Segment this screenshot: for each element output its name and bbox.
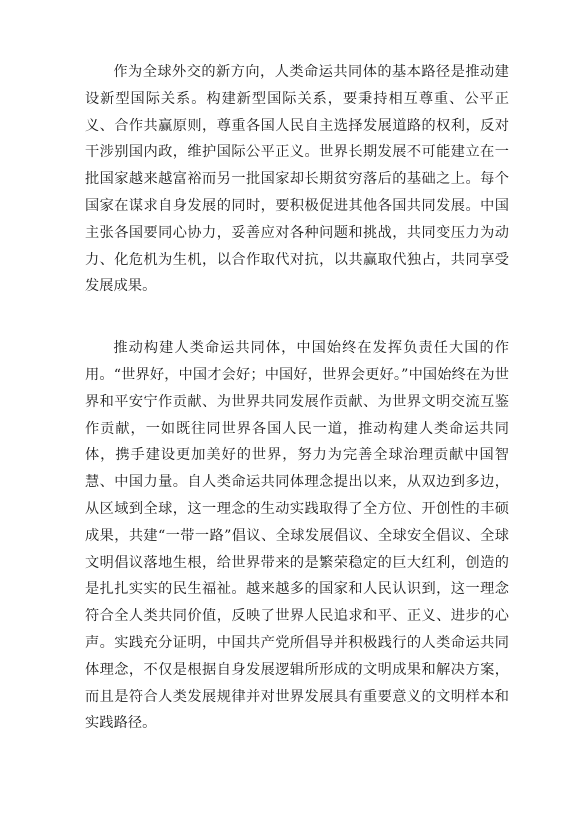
document-body [85, 59, 509, 737]
paragraph-2: 推动构建人类命运共同体，中国始终在发挥负责任大国的作用。“世界好，中国才会好；中国好，世界会更好。”中国始终在为世界和平安宁作贡献、为世界共同发展作贡献、为世界文明交流互鉴作贡献，一如既往同世界各国人民一道，推动构建人类命运共同体，携手建设更加美好的世界，努力为完善全球治理贡献中国智慧、中国力量。自人类命运共同体理念提出以来，从双边到多边，从区域到全球，这一理念的生动实践取得了全方位、开创性的丰硕成果，共建“一带一路”倡议、全球发展倡议、全球安全倡议、全球文明倡议落地生根，给世界带来的是繁荣稳定的巨大红利，创造的是扎扎实实的民生福祉。越来越多的国家和人民认识到，这一理念符合全人类共同价值，反映了世界人民追求和平、正义、进步的心声。实践充分证明，中国共产党所倡导并积极践行的人类命运共同体理念，不仅是根据自身发展逻辑所形成的文明成果和解决方案，而且是符合人类发展规律并对世界发展具有重要意义的文明样本和实践路径。 [85, 340, 509, 732]
paragraph-1: 作为全球外交的新方向，人类命运共同体的基本路径是推动建设新型国际关系。构建新型国际关系，要秉持相互尊重、公平正义、合作共赢原则，尊重各国人民自主选择发展道路的权利，反对干涉别国内政，维护国际公平正义。世界长期发展不可能建立在一批国家越来越富裕而另一批国家却长期贫穷落后的基础之上。每个国家在谋求自身发展的同时，要积极促进其他各国共同发展。中国主张各国要同心协力，妥善应对各种问题和挑战，共同变压力为动力、化危机为生机，以合作取代对抗，以共赢取代独占，共同享受发展成果。 [85, 64, 509, 295]
